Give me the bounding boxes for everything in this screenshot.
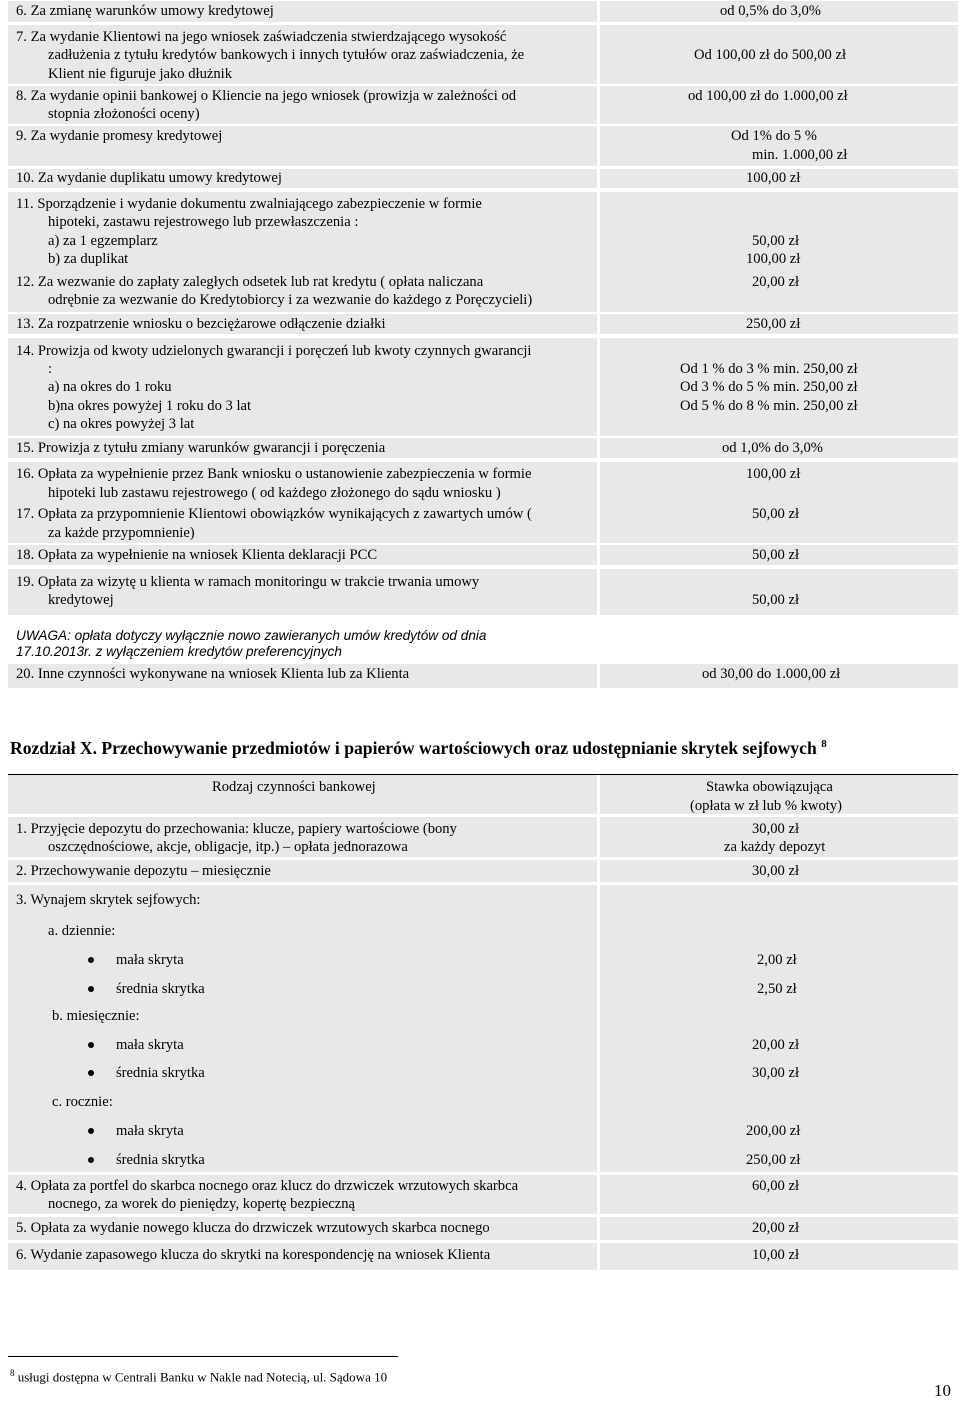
- fee-17-line1: 17. Opłata za przypomnienie Klientowi obowiązków wynikających z zawartych umów (: [16, 506, 532, 522]
- note-line1: UWAGA: opłata dotyczy wyłącznie nowo zawieranych umów kredytów od dnia: [16, 628, 487, 643]
- deposit-divider-5: [8, 1240, 958, 1243]
- deposit-1-line1: 1. Przyjęcie depozytu do przechowania: klucze, papiery wartościowe (bony: [16, 821, 457, 837]
- deposit-header-right-2: (opłata w zł lub % kwoty): [690, 798, 842, 814]
- fee-14-line3: a) na okres do 1 roku: [48, 379, 172, 395]
- fee-14-line4: b)na okres powyżej 1 roku do 3 lat: [48, 398, 252, 414]
- section-heading: [10, 734, 827, 758]
- section-footnote-ref: 8: [821, 738, 827, 750]
- fee-7-line2: zadłużenia z tytułu kredytów bankowych i innych tytułów oraz zaświadczenia, że: [48, 47, 525, 63]
- fee-11-value-b: 100,00 zł: [746, 251, 801, 267]
- fee-12-value: 20,00 zł: [752, 274, 800, 290]
- footnote-separator: [8, 1356, 398, 1357]
- deposit-6-label: 6. Wydanie zapasowego klucza do skrytki na korespondencję na wniosek Klienta: [16, 1247, 491, 1263]
- fee-16-line1: 16. Opłata za wypełnienie przez Bank wniosku o ustanowienie zabezpieczenia w formie: [16, 466, 532, 482]
- deposit-5-label: 5. Opłata za wydanie nowego klucza do drzwiczek wrzutowych skarbca nocnego: [16, 1220, 490, 1236]
- fee-6-value: od 0,5% do 3,0%: [720, 3, 821, 19]
- fee-9-value: Od 1% do 5 %: [731, 128, 817, 144]
- fee-12-line1: 12. Za wezwanie do zapłaty zaległych odsetek lub rat kredytu ( opłata naliczana: [16, 274, 484, 290]
- fee-9-label: 9. Za wydanie promesy kredytowej: [16, 128, 223, 144]
- deposit-3-label: 3. Wynajem skrytek sejfowych:: [16, 892, 201, 908]
- fee-16-value: 100,00 zł: [746, 466, 801, 482]
- fee-7-line1: 7. Za wydanie Klientowi na jego wniosek zaświadczenia stwierdzającego wysokość: [16, 29, 507, 45]
- deposit-header-left: Rodzaj czynności bankowej: [212, 779, 376, 795]
- deposit-2-label: 2. Przechowywanie depozytu – miesięcznie: [16, 863, 271, 879]
- fee-7-line3: Klient nie figuruje jako dłużnik: [48, 66, 232, 82]
- deposit-1-line2: oszczędnościowe, akcje, obligacje, itp.) – opłata jednorazowa: [48, 839, 408, 855]
- fee-8-line1: 8. Za wydanie opinii bankowej o Kliencie na jego wniosek (prowizja w zależności od: [16, 88, 517, 104]
- deposit-column-gap: [597, 775, 600, 1270]
- daily-small-label: mała skryta: [116, 952, 184, 968]
- deposit-4-line1: 4. Opłata za portfel do skarbca nocnego oraz klucz do drzwiczek wrzutowych skarbca: [16, 1178, 519, 1194]
- daily-small-value: 2,00 zł: [757, 952, 797, 968]
- yearly-medium-label: średnia skrytka: [116, 1152, 205, 1168]
- bullet-icon: [88, 1157, 94, 1163]
- fee-14-line5: c) na okres powyżej 3 lat: [48, 416, 195, 432]
- deposit-4-value: 60,00 zł: [752, 1178, 800, 1194]
- fee-12-line2: odrębnie za wezwanie do Kredytobiorcy i za wezwanie do każdego z Poręczycieli): [48, 292, 533, 308]
- deposit-5-value: 20,00 zł: [752, 1220, 800, 1236]
- deposit-divider-1: [8, 857, 958, 860]
- deposit-header-right-1: Stawka obowiązująca: [706, 779, 833, 795]
- fee-11-value-a: 50,00 zł: [752, 233, 800, 249]
- deposit-divider-3: [8, 1172, 958, 1175]
- page-number: 10: [934, 1381, 951, 1400]
- fee-8-value: od 100,00 zł do 1.000,00 zł: [688, 88, 848, 104]
- yearly-small-value: 200,00 zł: [746, 1123, 801, 1139]
- fee-17-line2: za każde przypomnienie): [48, 525, 195, 541]
- section-heading-text: Rozdział X. Przechowywanie przedmiotów i papierów wartościowych oraz udostępnianie skrytek sejfowych: [10, 737, 817, 758]
- fee-11-line1: 11. Sporządzenie i wydanie dokumentu zwalniającego zabezpieczenie w formie: [16, 196, 482, 212]
- fee-15-value: od 1,0% do 3,0%: [722, 440, 823, 456]
- fee-8-line2: stopnia złożoności oceny): [48, 106, 200, 122]
- fee-15-label: 15. Prowizja z tytułu zmiany warunków gwarancji i poręczenia: [16, 440, 386, 456]
- footnote-number: 8: [10, 1368, 15, 1378]
- fee-11-line3: a) za 1 egzemplarz: [48, 233, 158, 249]
- fee-16-line2: hipoteki lub zastawu rejestrowego ( od każdego złożonego do sądu wniosku ): [48, 485, 501, 501]
- daily-label: a. dziennie:: [48, 923, 116, 939]
- column-gap: [597, 0, 600, 689]
- fee-14-value-b: Od 3 % do 5 % min. 250,00 zł: [680, 379, 858, 395]
- fee-19-line1: 19. Opłata za wizytę u klienta w ramach monitoringu w trakcie trwania umowy: [16, 574, 480, 590]
- monthly-small-value: 20,00 zł: [752, 1037, 800, 1053]
- yearly-small-label: mała skryta: [116, 1123, 184, 1139]
- deposit-2-value: 30,00 zł: [752, 863, 800, 879]
- deposit-6-value: 10,00 zł: [752, 1247, 800, 1263]
- bullet-icon: [88, 1042, 94, 1048]
- yearly-medium-value: 250,00 zł: [746, 1152, 801, 1168]
- fee-10-value: 100,00 zł: [746, 170, 801, 186]
- fee-19-line2: kredytowej: [48, 592, 114, 608]
- fee-13-value: 250,00 zł: [746, 316, 801, 332]
- fee-11-line4: b) za duplikat: [48, 251, 129, 267]
- deposit-divider-2: [8, 882, 958, 885]
- daily-medium-value: 2,50 zł: [757, 981, 797, 997]
- fee-20-label: 20. Inne czynności wykonywane na wniosek Klienta lub za Klienta: [16, 666, 410, 682]
- monthly-medium-value: 30,00 zł: [752, 1065, 800, 1081]
- monthly-label: b. miesięcznie:: [52, 1008, 140, 1024]
- fee-18-value: 50,00 zł: [752, 547, 800, 563]
- fee-14-line2: :: [48, 361, 53, 377]
- monthly-medium-label: średnia skrytka: [116, 1065, 205, 1081]
- fee-14-line1: 14. Prowizja od kwoty udzielonych gwarancji i poręczeń lub kwoty czynnych gwarancji: [16, 343, 532, 359]
- bullet-icon: [88, 957, 94, 963]
- deposit-1-unit: za każdy depozyt: [724, 839, 826, 855]
- fee-6-label: 6. Za zmianę warunków umowy kredytowej: [16, 3, 274, 19]
- fee-19-value: 50,00 zł: [752, 592, 800, 608]
- fee-18-label: 18. Opłata za wypełnienie na wniosek Klienta deklaracji PCC: [16, 547, 378, 563]
- deposit-divider-4: [8, 1214, 958, 1217]
- fee-20-value: od 30,00 do 1.000,00 zł: [702, 666, 841, 682]
- monthly-small-label: mała skryta: [116, 1037, 184, 1053]
- footnote-text: usługi dostępna w Centrali Banku w Nakle nad Notecią, ul. Sądowa 10: [14, 1369, 388, 1385]
- footnote: [10, 1364, 387, 1386]
- fee-11-line2: hipoteki, zastawu rejestrowego lub przewłaszczenia :: [48, 214, 359, 230]
- bullet-icon: [88, 1128, 94, 1134]
- deposit-4-line2: nocnego, za worek do pieniędzy, kopertę bezpieczną: [48, 1196, 355, 1212]
- bullet-icon: [88, 986, 94, 992]
- fee-14-value-a: Od 1 % do 3 % min. 250,00 zł: [680, 361, 858, 377]
- bullet-icon: [88, 1070, 94, 1076]
- fee-7-value: Od 100,00 zł do 500,00 zł: [694, 47, 847, 63]
- fee-10-label: 10. Za wydanie duplikatu umowy kredytowej: [16, 170, 282, 186]
- fee-13-label: 13. Za rozpatrzenie wniosku o bezciężarowe odłączenie działki: [16, 316, 386, 332]
- fee-9-minimum: min. 1.000,00 zł: [752, 147, 848, 163]
- deposit-1-value: 30,00 zł: [752, 821, 800, 837]
- note-line2: 17.10.2013r. z wyłączeniem kredytów preferencyjnych: [16, 644, 342, 659]
- yearly-label: c. rocznie:: [52, 1094, 113, 1110]
- fee-17-value: 50,00 zł: [752, 506, 800, 522]
- fee-14-value-c: Od 5 % do 8 % min. 250,00 zł: [680, 398, 858, 414]
- daily-medium-label: średnia skrytka: [116, 981, 205, 997]
